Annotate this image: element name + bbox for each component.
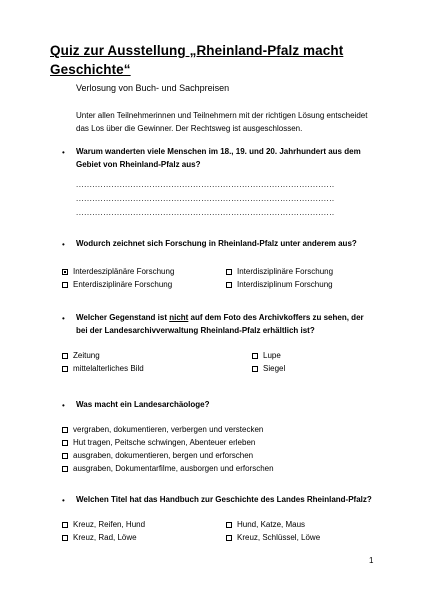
q2-option-2-label: Interdisziplinäre Forschung bbox=[237, 267, 334, 276]
question-3-post: auf dem Foto des Archivkoffers zu sehen, der bei der Landesarchivverwaltung Rheinland-Pfalz erhältlich ist? bbox=[76, 313, 364, 335]
checkbox-checked-icon[interactable] bbox=[62, 269, 68, 275]
q3-option-3[interactable] bbox=[62, 364, 144, 373]
bullet-q3: • bbox=[62, 314, 65, 323]
q4-option-3-label: ausgraben, dokumentieren, bergen und erforschen bbox=[73, 451, 254, 460]
q4-option-3[interactable] bbox=[62, 451, 253, 460]
intro-text: Unter allen Teilnehmerinnen und Teilnehmern mit der richtigen Lösung entscheidet das Los über die Gewinner. Der Rechtsweg ist ausgeschlossen. bbox=[76, 111, 368, 133]
bullet-q4: • bbox=[62, 401, 65, 410]
q5-option-3[interactable] bbox=[62, 533, 137, 542]
q2-option-3-label: Enterdisziplinäre Forschung bbox=[73, 280, 173, 289]
question-3-emphasis: nicht bbox=[169, 313, 189, 322]
q4-option-4-label: ausgraben, Dokumentarfilme, ausborgen und erforschen bbox=[73, 464, 274, 473]
checkbox-icon[interactable] bbox=[252, 353, 258, 359]
subtitle: Verlosung von Buch- und Sachpreisen bbox=[76, 83, 230, 93]
q3-option-1[interactable] bbox=[62, 351, 100, 360]
checkbox-icon[interactable] bbox=[62, 535, 68, 541]
q5-option-2[interactable] bbox=[226, 520, 305, 529]
checkbox-icon[interactable] bbox=[252, 366, 258, 372]
q2-option-4[interactable] bbox=[226, 280, 333, 289]
checkbox-icon[interactable] bbox=[62, 366, 68, 372]
q5-option-4-label: Kreuz, Schlüssel, Löwe bbox=[237, 533, 321, 542]
page-title-line-2: Geschichte“ bbox=[50, 62, 131, 77]
q5-option-3-label: Kreuz, Rad, Löwe bbox=[73, 533, 137, 542]
checkbox-icon[interactable] bbox=[226, 522, 232, 528]
checkbox-icon[interactable] bbox=[62, 466, 68, 472]
bullet-q5: • bbox=[62, 496, 65, 505]
question-1: Warum wanderten viele Menschen im 18., 19. und 20. Jahrhundert aus dem Gebiet von Rheinland-Pfalz aus? bbox=[76, 147, 361, 169]
bullet-q2: • bbox=[62, 240, 65, 249]
answer-line-3[interactable]: ............................................................................................... bbox=[76, 208, 335, 217]
checkbox-icon[interactable] bbox=[62, 440, 68, 446]
page-title-line-1: Quiz zur Ausstellung „Rheinland-Pfalz macht bbox=[50, 43, 344, 58]
bullet-q1: • bbox=[62, 148, 65, 157]
checkbox-icon[interactable] bbox=[226, 535, 232, 541]
question-4: Was macht ein Landesarchäologe? bbox=[76, 400, 210, 409]
checkbox-icon[interactable] bbox=[62, 522, 68, 528]
question-3-pre: Welcher Gegenstand ist bbox=[76, 313, 170, 322]
checkbox-icon[interactable] bbox=[226, 269, 232, 275]
q3-option-4-label: Siegel bbox=[263, 364, 286, 373]
q3-option-1-label: Zeitung bbox=[73, 351, 100, 360]
answer-line-1[interactable]: ............................................................................................... bbox=[76, 180, 335, 189]
question-5: Welchen Titel hat das Handbuch zur Geschichte des Landes Rheinland-Pfalz? bbox=[76, 495, 372, 504]
q4-option-2-label: Hut tragen, Peitsche schwingen, Abenteuer erleben bbox=[73, 438, 256, 447]
q5-option-4[interactable] bbox=[226, 533, 320, 542]
q2-option-4-label: Interdisziplinum Forschung bbox=[237, 280, 333, 289]
q5-option-1-label: Kreuz, Reifen, Hund bbox=[73, 520, 146, 529]
checkbox-icon[interactable] bbox=[62, 282, 68, 288]
checkbox-icon[interactable] bbox=[62, 427, 68, 433]
q3-option-3-label: mittelalterliches Bild bbox=[73, 364, 144, 373]
q2-option-1[interactable] bbox=[62, 267, 174, 276]
q3-option-4[interactable] bbox=[252, 364, 285, 373]
q5-option-1[interactable] bbox=[62, 520, 145, 529]
question-3 bbox=[76, 312, 376, 337]
q4-option-1-label: vergraben, dokumentieren, verbergen und verstecken bbox=[73, 425, 264, 434]
checkbox-icon[interactable] bbox=[226, 282, 232, 288]
q2-option-3[interactable] bbox=[62, 280, 172, 289]
q3-option-2[interactable] bbox=[252, 351, 281, 360]
q4-option-2[interactable] bbox=[62, 438, 255, 447]
checkbox-icon[interactable] bbox=[62, 453, 68, 459]
q4-option-1[interactable] bbox=[62, 425, 263, 434]
checkbox-icon[interactable] bbox=[62, 353, 68, 359]
page-number: 1 bbox=[369, 556, 374, 565]
q3-option-2-label: Lupe bbox=[263, 351, 281, 360]
q2-option-1-label: Interdesziplänäre Forschung bbox=[73, 267, 175, 276]
q4-option-4[interactable] bbox=[62, 464, 274, 473]
q5-option-2-label: Hund, Katze, Maus bbox=[237, 520, 306, 529]
answer-line-2[interactable]: ............................................................................................... bbox=[76, 194, 335, 203]
question-2: Wodurch zeichnet sich Forschung in Rheinland-Pfalz unter anderem aus? bbox=[76, 239, 357, 248]
q2-option-2[interactable] bbox=[226, 267, 333, 276]
